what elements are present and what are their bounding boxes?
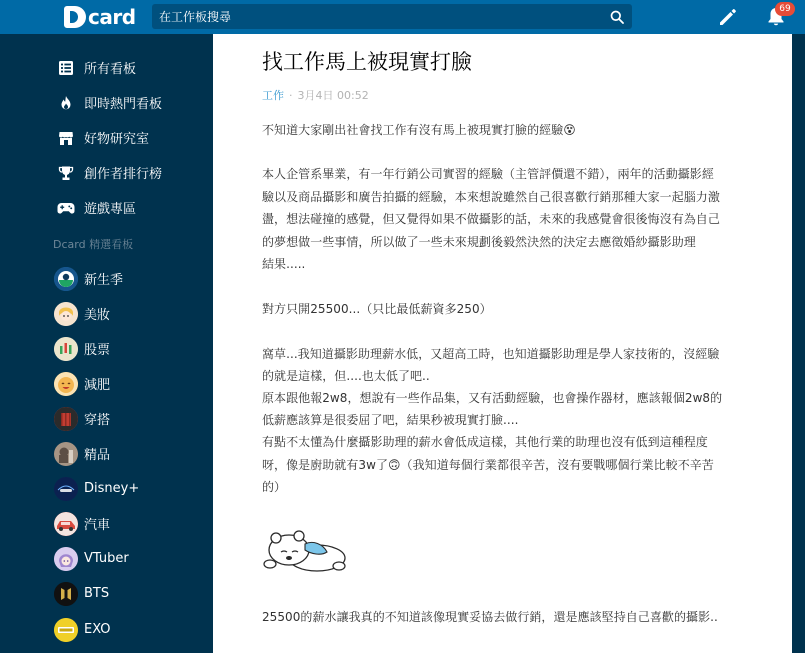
sidebar-item-all-boards[interactable]	[0, 50, 213, 85]
post-body-line: 盪，想法碰撞的感覺，但又覺得如果不做攝影的話，未來的我感覺會很後悔沒有為自己	[262, 212, 720, 226]
sidebar-board-luxury[interactable]	[0, 436, 213, 471]
board-avatar	[54, 477, 78, 501]
post-body-line: 對方只開25500...（只比最低薪資多250）	[262, 302, 492, 316]
post-body-line: 窩草...我知道攝影助理薪水低，又超高工時，也知道攝影助理是學人家技術的，沒經驗	[262, 347, 720, 361]
board-avatar	[54, 618, 78, 642]
sidebar-board-disney[interactable]	[0, 471, 213, 506]
post-timestamp: 3月4日 00:52	[297, 89, 369, 102]
sidebar-item-creator-ranking[interactable]	[0, 155, 213, 190]
right-margin	[792, 34, 805, 653]
board-avatar	[54, 267, 78, 291]
sidebar-board-outfit[interactable]	[0, 401, 213, 436]
board-avatar	[54, 302, 78, 326]
board-avatar	[54, 512, 78, 536]
search-input[interactable]	[152, 4, 604, 29]
post-body-line: 結果.....	[262, 257, 306, 271]
trophy-icon	[55, 162, 77, 184]
sidebar-item-label: 創作者排行榜	[84, 167, 163, 182]
sidebar-board-makeup[interactable]	[0, 296, 213, 331]
post-body-line: 原本跟他報2w8，想說有一些作品集，又有活動經驗，也會操作器材，應該報個2w8的	[262, 391, 723, 405]
dcard-logo[interactable]	[64, 4, 136, 30]
list-icon	[55, 57, 77, 79]
sidebar-item-label: 即時熱門看板	[84, 97, 163, 112]
search-button[interactable]	[602, 4, 632, 29]
post-body-line: 不知道大家剛出社會找工作有沒有馬上被現實打臉的經驗😵	[262, 123, 576, 137]
post-content	[213, 34, 792, 653]
post-title: 找工作馬上被現實打臉	[262, 50, 472, 74]
post-body-line: 低薪應該算是很委屈了吧，結果秒被現實打臉....	[262, 413, 519, 427]
sleeping-bear-sticker	[259, 522, 351, 574]
post-body-line: 驗以及商品攝影和廣告拍攝的經驗，本來想說雖然自己很喜歡行銷那種大家一起腦力激	[262, 190, 720, 204]
sidebar-item-label: 遊戲專區	[84, 202, 137, 217]
sidebar-item-label: 所有看板	[84, 62, 137, 77]
sidebar-board-label: 穿搭	[84, 413, 111, 428]
post-body-line: 的夢想做一些事情，所以做了一些未來規劃後毅然決然的決定去應徵婚紗攝影助理	[262, 235, 696, 249]
sidebar-board-label: VTuber	[84, 551, 129, 566]
sidebar-item-goods-lab[interactable]	[0, 120, 213, 155]
sidebar-board-cars[interactable]	[0, 506, 213, 541]
top-bar	[0, 0, 805, 34]
edit-post-icon[interactable]	[716, 5, 740, 29]
post-meta	[262, 87, 369, 103]
logo-d-mark	[64, 6, 86, 28]
sidebar-board-label: BTS	[84, 586, 110, 601]
meta-separator: ·	[289, 89, 293, 102]
sidebar	[0, 34, 213, 653]
sidebar-board-exo[interactable]	[0, 612, 213, 647]
search-bar	[152, 4, 632, 29]
sidebar-board-label: 精品	[84, 448, 111, 463]
sidebar-board-label: 減肥	[84, 378, 111, 393]
board-avatar	[54, 407, 78, 431]
post-body-line: 有點不太懂為什麼攝影助理的薪水會低成這樣，其他行業的助理也沒有低到這種程度	[262, 435, 708, 449]
sidebar-item-trending[interactable]	[0, 85, 213, 120]
sidebar-item-label: 好物研究室	[84, 132, 150, 147]
sidebar-board-label: 新生季	[84, 273, 124, 288]
logo-text: card	[88, 5, 136, 29]
post-body-line: 呀，像是廚助就有3w了🙃（我知道每個行業都很辛苦，沒有要戰哪個行業比較不辛苦	[262, 458, 714, 472]
notification-badge: 69	[775, 2, 795, 16]
sidebar-board-label: Disney+	[84, 481, 140, 496]
board-avatar	[54, 372, 78, 396]
search-icon	[610, 10, 624, 24]
sidebar-board-vtuber[interactable]	[0, 541, 213, 576]
sidebar-board-label: 美妝	[84, 308, 111, 323]
board-avatar	[54, 582, 78, 606]
sidebar-board-stocks[interactable]	[0, 331, 213, 366]
sidebar-board-label: EXO	[84, 622, 111, 637]
board-avatar	[54, 547, 78, 571]
sidebar-board-bts[interactable]	[0, 576, 213, 611]
sidebar-board-freshman[interactable]	[0, 261, 213, 296]
board-avatar	[54, 442, 78, 466]
post-body-line: 的就是這樣，但....也太低了吧..	[262, 369, 430, 383]
fire-icon	[55, 92, 77, 114]
board-avatar	[54, 337, 78, 361]
post-body-line: 25500的薪水讓我真的不知道該像現實妥協去做行銷，還是應該堅持自己喜歡的攝影..	[262, 610, 718, 624]
featured-boards-heading: Dcard 精選看板	[53, 238, 134, 251]
gamepad-icon	[55, 197, 77, 219]
post-body-line: 本人企管系畢業，有一年行銷公司實習的經驗（主管評價還不錯），兩年的活動攝影經	[262, 167, 714, 181]
post-body-line: 的）	[262, 480, 287, 494]
post-board-link[interactable]: 工作	[262, 89, 284, 102]
sidebar-board-label: 汽車	[84, 518, 111, 533]
sidebar-board-diet[interactable]	[0, 366, 213, 401]
sidebar-item-games[interactable]	[0, 190, 213, 225]
sidebar-board-label: 股票	[84, 343, 111, 358]
store-icon	[55, 127, 77, 149]
